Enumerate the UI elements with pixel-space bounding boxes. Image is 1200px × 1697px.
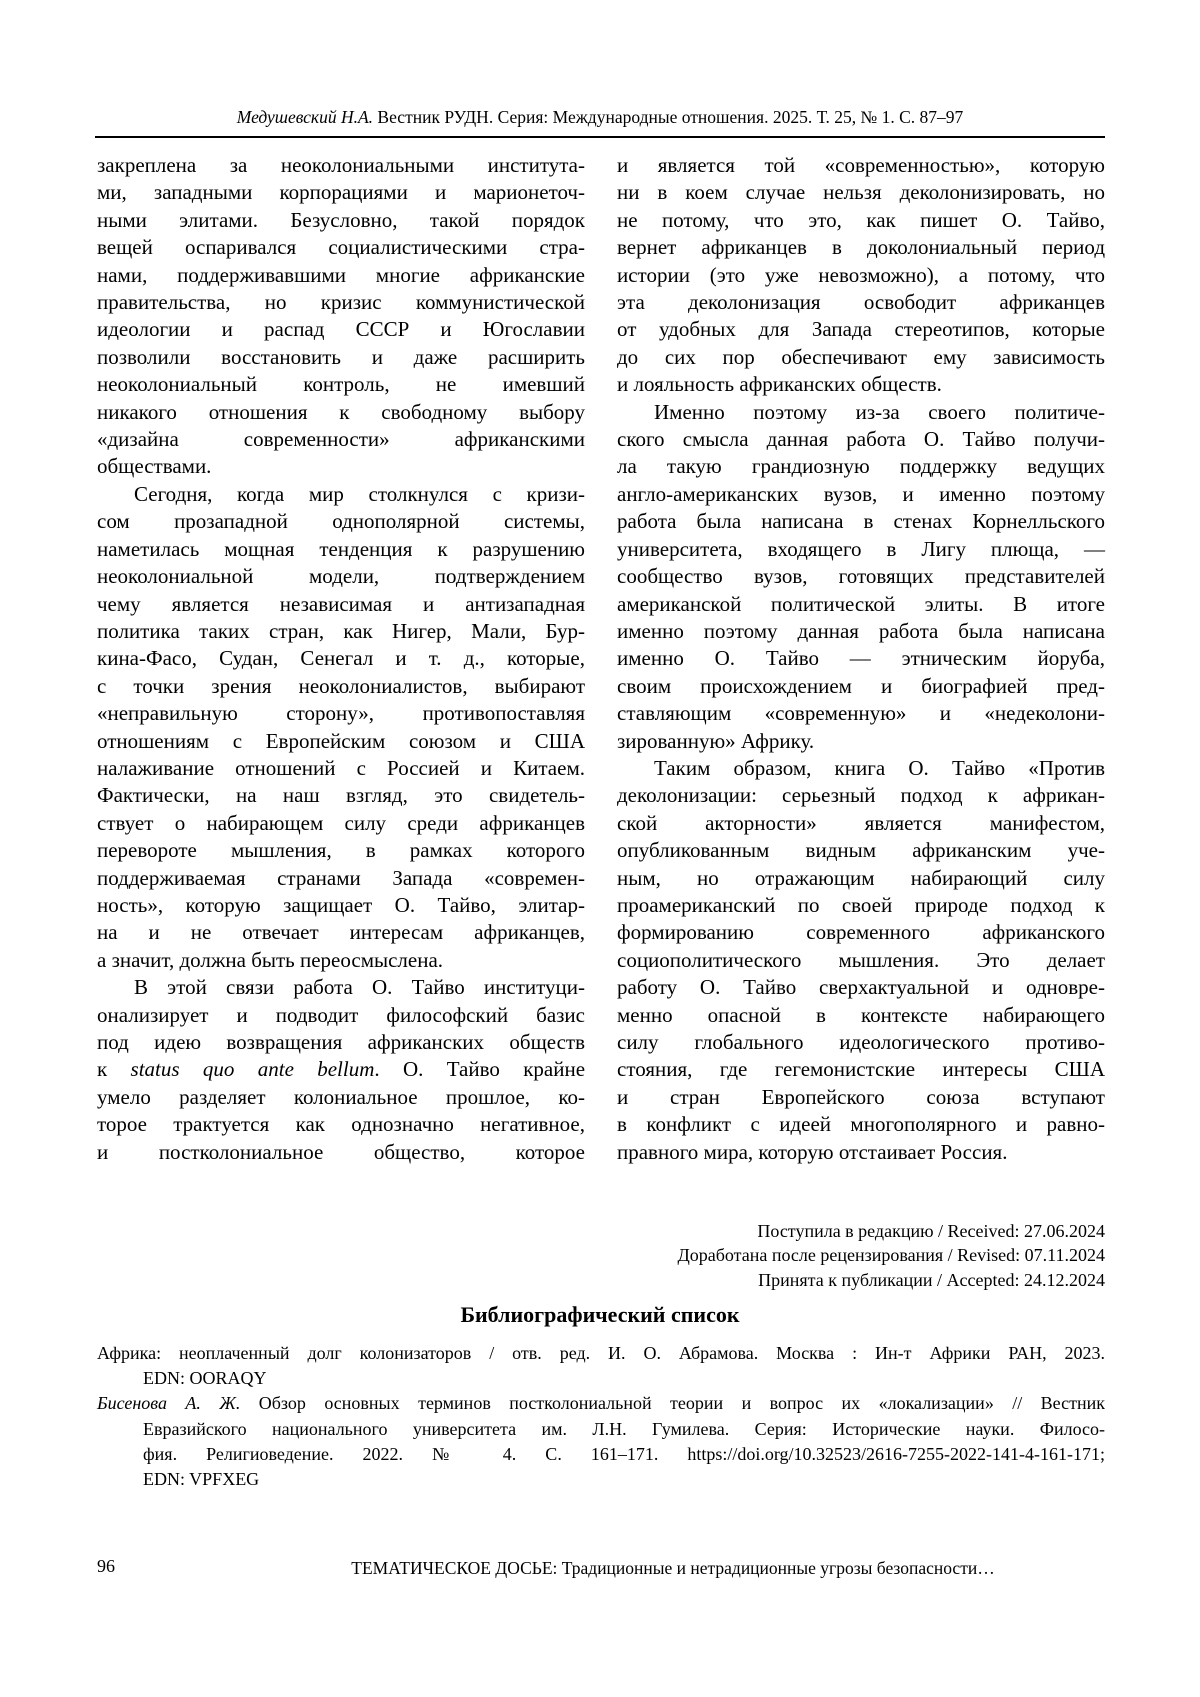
text-line <box>617 1139 1105 1166</box>
footer-running-title: ТЕМАТИЧЕСКОЕ ДОСЬЕ: Традиционные и нетрадиционные угрозы безопасности… <box>351 1558 995 1578</box>
text-line <box>97 371 585 398</box>
text-line <box>97 1366 1105 1391</box>
text-run: и постколониальное общество, которое <box>97 1139 585 1164</box>
text-line <box>617 207 1105 234</box>
text-run: вещей оспаривался социалистическими стра- <box>97 235 585 260</box>
text-run: . О. Тайво крайне <box>374 1057 586 1082</box>
text-run: закреплена за неоколониальными института- <box>97 153 585 177</box>
right-column <box>617 152 1105 1166</box>
text-line <box>617 618 1105 645</box>
paragraph <box>617 399 1105 755</box>
text-line <box>617 673 1105 700</box>
text-run: ской акторности» является манифестом, <box>617 810 1105 835</box>
text-line <box>97 262 585 289</box>
text-line <box>617 481 1105 508</box>
text-line <box>97 152 585 179</box>
text-line <box>97 919 585 946</box>
text-run: никакого отношения к свободному выбору <box>97 399 585 424</box>
text-line <box>97 1056 585 1083</box>
text-run: от удобных для Запада стереотипов, которые <box>617 317 1105 342</box>
text-line <box>617 865 1105 892</box>
text-line <box>97 289 585 316</box>
bibliography-heading: Библиографический список <box>460 1302 740 1327</box>
text-run: умело разделяет колониальное прошлое, ко- <box>97 1084 585 1109</box>
text-line <box>617 755 1105 782</box>
text-run: поддерживаемая странами Запада «современ- <box>97 865 585 890</box>
text-run: налаживание отношений с Россией и Китаем. <box>97 755 585 780</box>
text-run: Африка: неоплаченный долг колонизаторов / отв. ред. И. О. Абрамова. Москва : Ин-т Африки РАН, 2023. <box>97 1343 1105 1363</box>
text-run: университета, входящего в Лигу плюща, — <box>617 536 1105 561</box>
text-line <box>617 810 1105 837</box>
text-line <box>97 1111 585 1138</box>
header-rule <box>95 136 1105 138</box>
text-line <box>97 837 585 864</box>
text-run: социополитического мышления. Это делает <box>617 947 1105 972</box>
text-run: чему является независимая и антизападная <box>97 591 585 616</box>
text-run: нами, поддерживавшими многие африканские <box>97 262 585 287</box>
text-line <box>617 234 1105 261</box>
text-run: ным, но отражающим набирающий силу <box>617 865 1105 890</box>
text-line <box>617 1084 1105 1111</box>
text-run: деколонизации: серьезный подход к африкан- <box>617 783 1105 808</box>
text-run: фия. Религиоведение. 2022. № 4. С. 161–171. https://doi.org/10.32523/2616-7255-2022-141-4-161-171; <box>143 1443 1105 1464</box>
running-header <box>95 106 1105 128</box>
text-line <box>97 453 585 480</box>
text-line <box>97 892 585 919</box>
text-line <box>617 782 1105 809</box>
text-run: Сегодня, когда мир столкнулся с кризи- <box>134 481 585 506</box>
paragraph <box>97 974 585 1166</box>
text-run: англо-американских вузов, и именно поэтому <box>617 481 1105 506</box>
date-line: Доработана после рецензирования / Revised: 07.11.2024 <box>677 1245 1105 1266</box>
text-run: онализирует и подводит философский базис <box>97 1002 585 1027</box>
text-line <box>97 755 585 782</box>
text-run: кина-Фасо, Судан, Сенегал и т. д., которые, <box>97 646 585 671</box>
text-line <box>97 1417 1105 1442</box>
text-line <box>97 508 585 535</box>
text-line <box>97 782 585 809</box>
text-run: наметилась мощная тенденция к разрушению <box>97 536 585 561</box>
text-run: силу глобального идеологического противо- <box>617 1030 1105 1054</box>
text-run: опубликованным видным африканским уче- <box>617 838 1105 863</box>
text-run: Обзор основных терминов постколониальной теории и вопрос их «локализации» // Вестник <box>240 1393 1105 1414</box>
text-run: Евразийского национального университета им. Л.Н. Гумилева. Серия: Исторические науки. Филосо- <box>143 1418 1105 1439</box>
text-run: и лояльность африканских обществ. <box>617 372 942 397</box>
text-run: не потому, что это, как пишет О. Тайво, <box>617 207 1105 232</box>
paragraph <box>617 152 1105 399</box>
text-line <box>97 1029 585 1056</box>
text-run: правного мира, которую отстаивает Россия. <box>617 1139 1008 1164</box>
text-line <box>617 508 1105 535</box>
text-line <box>97 234 585 261</box>
text-run: ность», которую защищает О. Тайво, элитар- <box>97 892 585 917</box>
header-journal-info: Вестник РУДН. Серия: Международные отношения. 2025. Т. 25, № 1. С. 87–97 <box>373 107 964 127</box>
text-run: ствует о набирающем силу среди африканцев <box>97 810 585 835</box>
text-line <box>97 1002 585 1029</box>
text-line <box>97 591 585 618</box>
text-run: а значит, должна быть переосмыслена. <box>97 947 444 972</box>
text-line <box>617 919 1105 946</box>
text-run: под идею возвращения африканских обществ <box>97 1030 585 1054</box>
text-run: правительства, но кризис коммунистической <box>97 290 585 315</box>
text-run: Таким образом, книга О. Тайво «Против <box>654 755 1105 780</box>
text-run: до сих пор обеспечивают ему зависимость <box>617 344 1105 369</box>
text-run: зированную» Африку. <box>617 728 815 753</box>
text-run: неоколониальный контроль, не имевший <box>97 372 585 397</box>
text-line <box>617 645 1105 672</box>
text-run: в конфликт с идеей многополярного и равно- <box>617 1112 1105 1137</box>
text-run: стояния, где гегемонистские интересы США <box>617 1057 1105 1082</box>
text-run: «неправильную сторону», противопоставляя <box>97 701 585 726</box>
text-run: Именно поэтому из-за своего политиче- <box>654 399 1105 424</box>
text-line <box>617 947 1105 974</box>
text-run: ского смысла данная работа О. Тайво получи- <box>617 427 1105 452</box>
text-run: торое трактуется как однозначно негативное, <box>97 1112 585 1137</box>
text-line <box>617 179 1105 206</box>
text-run: неоколониальной модели, подтверждением <box>97 564 585 589</box>
text-run: Фактически, на наш взгляд, это свидетель- <box>97 783 585 808</box>
text-line <box>617 1002 1105 1029</box>
text-line <box>97 207 585 234</box>
text-line <box>617 1029 1105 1056</box>
text-line <box>97 974 585 1001</box>
text-line <box>617 316 1105 343</box>
text-line <box>97 947 585 974</box>
text-line <box>617 344 1105 371</box>
date-line: Принята к публикации / Accepted: 24.12.2024 <box>758 1269 1105 1290</box>
italic-text-run: status quo ante bellum <box>130 1057 375 1082</box>
text-line <box>97 1467 1105 1492</box>
text-line <box>97 673 585 700</box>
text-line <box>97 1139 585 1166</box>
text-line <box>617 1111 1105 1138</box>
text-line <box>97 700 585 727</box>
text-run: вернет африканцев в доколониальный период <box>617 235 1105 260</box>
text-line <box>617 974 1105 1001</box>
text-line <box>97 563 585 590</box>
text-line <box>617 426 1105 453</box>
text-run: EDN: OORAQY <box>143 1368 267 1389</box>
text-line <box>97 481 585 508</box>
reference-list <box>97 1341 1105 1492</box>
text-run: EDN: VPFXEG <box>143 1469 260 1490</box>
text-line <box>97 1084 585 1111</box>
footer-page-number: 96 <box>97 1556 115 1576</box>
text-line <box>97 645 585 672</box>
text-line <box>617 371 1105 398</box>
text-line <box>97 618 585 645</box>
text-run: с точки зрения неоколониалистов, выбирают <box>97 673 585 698</box>
paragraph <box>97 481 585 974</box>
text-line <box>617 536 1105 563</box>
text-run: ни в коем случае нельзя деколонизировать, но <box>617 180 1105 205</box>
text-run: к <box>97 1057 131 1082</box>
text-run: своим происхождением и биографией пред- <box>617 673 1105 698</box>
text-run: работа была написана в стенах Корнелльского <box>617 509 1105 534</box>
text-line <box>617 700 1105 727</box>
text-line <box>97 179 585 206</box>
text-run: политика таких стран, как Нигер, Мали, Бур- <box>97 618 585 643</box>
text-line <box>617 289 1105 316</box>
text-line <box>97 810 585 837</box>
text-run: проамериканский по своей природе подход к <box>617 892 1105 917</box>
text-line <box>617 563 1105 590</box>
text-run: сом прозападной однополярной системы, <box>97 509 585 534</box>
text-line <box>97 728 585 755</box>
text-line <box>97 316 585 343</box>
date-line: Поступила в редакцию / Received: 27.06.2024 <box>757 1221 1105 1241</box>
text-run: ными элитами. Безусловно, такой порядок <box>97 207 585 232</box>
text-run: отношениям с Европейским союзом и США <box>97 728 585 753</box>
text-run: ла такую грандиозную поддержку ведущих <box>617 454 1105 479</box>
text-run: истории (это уже невозможно), а потому, что <box>617 262 1105 287</box>
paragraph <box>97 152 585 481</box>
text-run: именно О. Тайво — этническим йоруба, <box>617 646 1105 671</box>
text-line <box>97 344 585 371</box>
text-run: сообщество вузов, готовящих представителей <box>617 564 1105 589</box>
text-run: работу О. Тайво сверхактуальной и одновре- <box>617 975 1105 1000</box>
text-line <box>617 152 1105 179</box>
text-run: американской политической элиты. В итоге <box>617 591 1105 616</box>
text-line <box>617 892 1105 919</box>
text-run: позволили восстановить и даже расширить <box>97 344 585 369</box>
text-line <box>617 837 1105 864</box>
text-line <box>97 399 585 426</box>
text-run: и является той «современностью», которую <box>617 153 1105 177</box>
dates-block <box>95 1219 1105 1292</box>
text-run: и стран Европейского союза вступают <box>617 1084 1105 1109</box>
italic-text-run: Бисенова А. Ж. <box>97 1393 241 1414</box>
left-column <box>97 152 585 1166</box>
reference-item <box>97 1391 1105 1492</box>
text-line <box>97 1442 1105 1467</box>
text-line <box>617 399 1105 426</box>
text-line <box>617 453 1105 480</box>
text-run: формированию современного африканского <box>617 920 1105 945</box>
text-run: эта деколонизация освободит африканцев <box>617 290 1105 315</box>
article-body <box>97 152 1105 1166</box>
text-run: именно поэтому данная работа была написана <box>617 618 1105 643</box>
reference-item <box>97 1341 1105 1391</box>
text-line <box>97 536 585 563</box>
text-line <box>97 426 585 453</box>
text-run: В этой связи работа О. Тайво институци- <box>134 975 585 1000</box>
text-line <box>617 728 1105 755</box>
text-line <box>97 865 585 892</box>
text-run: идеологии и распад СССР и Югославии <box>97 317 585 342</box>
text-run: перевороте мышления, в рамках которого <box>97 838 585 863</box>
text-line <box>617 591 1105 618</box>
text-line <box>617 262 1105 289</box>
text-run: на и не отвечает интересам африканцев, <box>97 920 585 945</box>
text-run: обществами. <box>97 454 212 479</box>
text-run: менно опасной в контексте набирающего <box>617 1002 1105 1027</box>
header-author: Медушевский Н.А. <box>236 107 374 127</box>
text-line <box>97 1341 1105 1366</box>
text-run: «дизайна современности» африканскими <box>97 427 585 452</box>
text-run: ставляющим «современную» и «недеколони- <box>617 701 1105 726</box>
text-run: ми, западными корпорациями и марионеточ- <box>97 180 585 205</box>
text-line <box>97 1391 1105 1416</box>
paragraph <box>617 755 1105 1166</box>
text-line <box>617 1056 1105 1083</box>
